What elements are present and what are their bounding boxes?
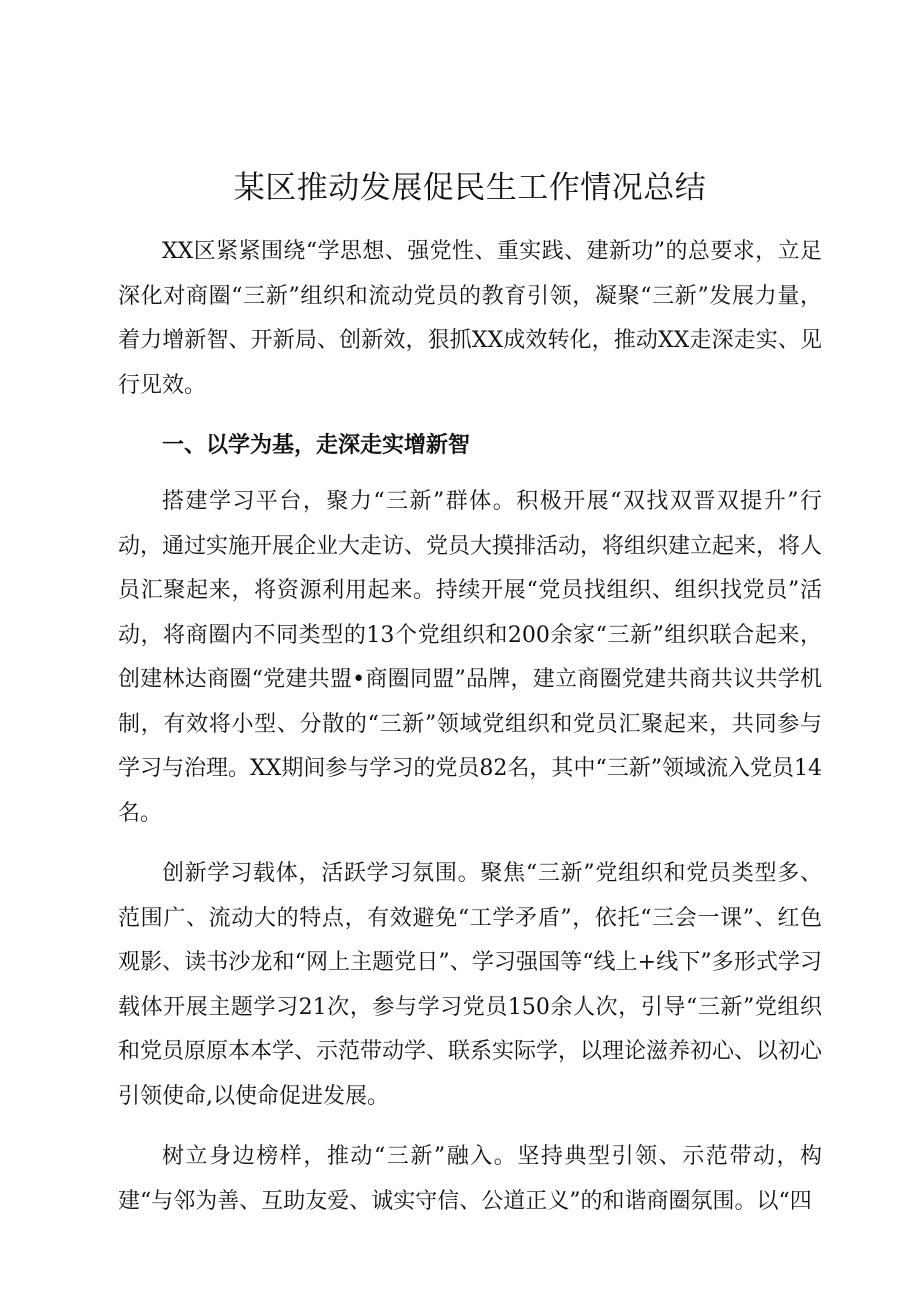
document-page — [118, 164, 822, 1240]
body-paragraph: 树立身边榜样，推动“三新”融入。坚持典型引领、示范带动，构建“与邻为善、互助友爱、诚实守信、公道正义”的和谐商圈氛围。以“四 — [118, 1144, 822, 1214]
body-paragraph: 创新学习载体，活跃学习氛围。聚焦“三新”党组织和党员类型多、范围广、流动大的特点，有效避免“工学矛盾”，依托“三会一课”、红色观影、读书沙龙和“网上主题党日”、学习强国等“线上+线下”多形式学习载体开展主题学习21次，参与学习党员150余人次，引导“三新”党组织和党员原原本本学、示范带动学、联系实际学，以理论滋养初心、以初心引领使命,以使命促进发展。 — [118, 861, 823, 1109]
intro-paragraph: XX区紧紧围绕“学思想、强党性、重实践、建新功”的总要求，立足深化对商圈“三新”组织和流动党员的教育引领，凝聚“三新”发展力量，着力增新智、开新局、创新效，狠抓XX成效转化，推动XX走深走实、见行见效。 — [118, 239, 822, 398]
section-heading: 一、以学为基，走深走实增新智 — [162, 433, 471, 458]
body-paragraph: 搭建学习平台，聚力“三新”群体。积极开展“双找双晋双提升”行动，通过实施开展企业大走访、党员大摸排活动，将组织建立起来，将人员汇聚起来，将资源利用起来。持续开展“党员找组织、组织找党员”活动，将商圈内不同类型的13个党组织和200余家“三新”组织联合起来，创建林达商圈“党建共盟•商圈同盟”品牌，建立商圈党建共商共议共学机制，有效将小型、分散的“三新”领域党组织和党员汇聚起来，共同参与学习与治理。XX期间参与学习的党员82名，其中“三新”领域流入党员14名。 — [118, 489, 823, 826]
document-title: 某区推动发展促民生工作情况总结 — [233, 170, 707, 206]
